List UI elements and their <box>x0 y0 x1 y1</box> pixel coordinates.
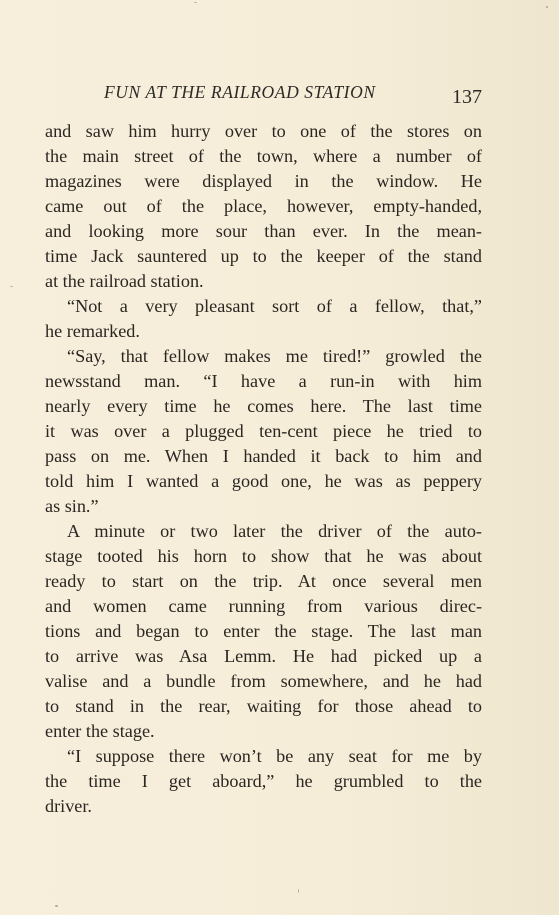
scan-speck <box>55 905 58 907</box>
text-line: it was over a plugged ten-cent piece he tried to <box>45 421 482 441</box>
text-line: to arrive was Asa Lemm. He had picked up a <box>45 646 482 666</box>
text-line: tions and began to enter the stage. The last man <box>45 621 482 641</box>
text-line: and looking more sour than ever. In the mean- <box>45 221 482 241</box>
text-line: enter the stage. <box>45 721 155 741</box>
text-line: magazines were displayed in the window. He <box>45 171 482 191</box>
page-number: 137 <box>452 86 482 108</box>
scan-speck <box>10 286 13 287</box>
text-line: told him I wanted a good one, he was as peppery <box>45 471 482 491</box>
text-line: “Say, that fellow makes me tired!” growled the <box>67 346 482 366</box>
running-head-title: FUN AT THE RAILROAD STATION <box>104 82 376 102</box>
text-line: nearly every time he comes here. The last time <box>45 396 482 416</box>
body-text <box>45 119 482 819</box>
text-line: A minute or two later the driver of the auto- <box>67 521 482 541</box>
text-line: time Jack sauntered up to the keeper of the stand <box>45 246 482 266</box>
text-line: pass on me. When I handed it back to him and <box>45 446 482 466</box>
text-line: at the railroad station. <box>45 271 204 291</box>
text-line: ready to start on the trip. At once several men <box>45 571 482 591</box>
text-line: valise and a bundle from somewhere, and he had <box>45 671 482 691</box>
text-line: and saw him hurry over to one of the stores on <box>45 121 482 141</box>
text-line: “I suppose there won’t be any seat for me by <box>67 746 482 766</box>
text-line: the time I get aboard,” he grumbled to the <box>45 771 482 791</box>
text-line: as sin.” <box>45 496 99 516</box>
scan-speck <box>298 889 299 893</box>
text-line: newsstand man. “I have a run-in with him <box>45 371 482 391</box>
text-line: came out of the place, however, empty-handed, <box>45 196 482 216</box>
text-line: stage tooted his horn to show that he was about <box>45 546 482 566</box>
text-line: the main street of the town, where a number of <box>45 146 482 166</box>
text-line: driver. <box>45 796 92 816</box>
scan-speck <box>194 2 197 3</box>
scan-speck <box>546 6 548 8</box>
text-line: he remarked. <box>45 321 140 341</box>
text-line: and women came running from various direc- <box>45 596 482 616</box>
text-line: to stand in the rear, waiting for those ahead to <box>45 696 482 716</box>
text-line: “Not a very pleasant sort of a fellow, that,” <box>67 296 482 316</box>
